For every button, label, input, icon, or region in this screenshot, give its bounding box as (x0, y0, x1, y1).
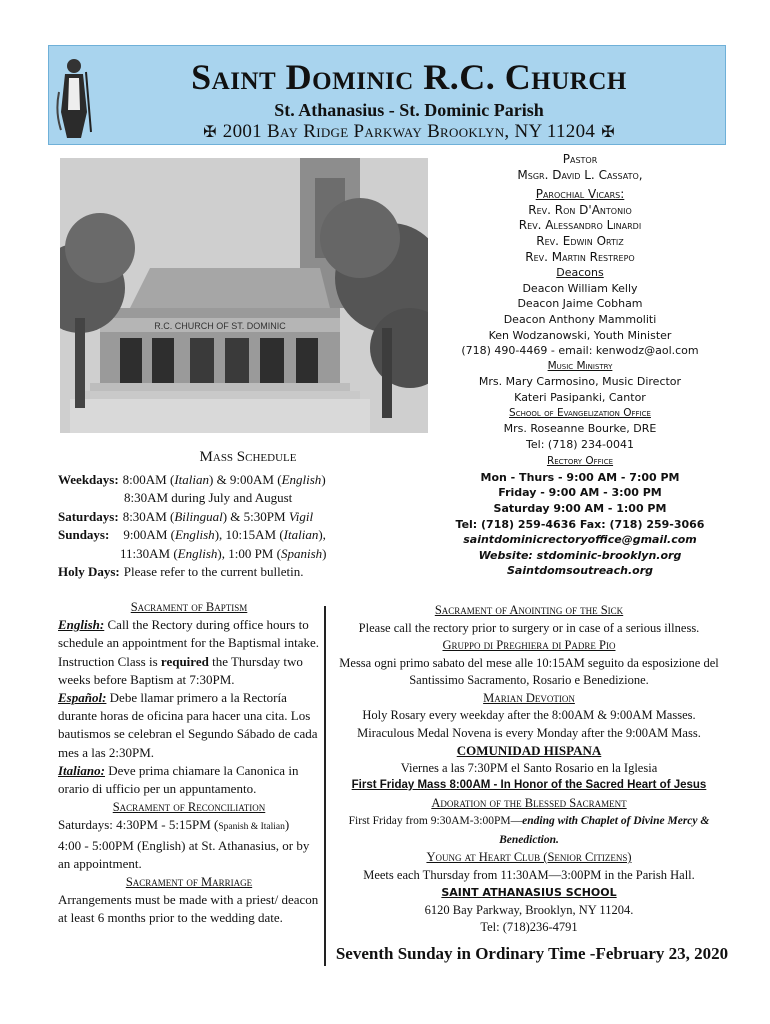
adoration-ending: ending with Chaplet of Divine Mercy & Benediction. (499, 815, 710, 846)
hispana-text: Viernes a las 7:30PM el Santo Rosario en la Iglesia (400, 760, 658, 775)
school-heading: SAINT ATHANASIUS SCHOOL (441, 886, 617, 899)
weekdays-row (58, 471, 378, 490)
maltese-cross-icon: ✠ (601, 124, 615, 141)
church-sign: R.C. CHURCH OF ST. DOMINIC (154, 321, 286, 331)
sundays-label: Sundays: (58, 527, 110, 542)
class-text: Instruction Class is (58, 653, 161, 669)
baptism-heading: Sacrament of Baptism (130, 600, 248, 614)
school-item: Mrs. Roseanne Bourke, DRE (503, 422, 657, 436)
mass-language: Italian (174, 471, 209, 487)
rectory-heading: Rectory Office (546, 455, 614, 468)
reconciliation-athanasius: 4:00 - 5:00PM (English) at St. Athanasius, or by an appointment. (58, 837, 310, 871)
mass-language: English (174, 527, 215, 542)
mass-time: ) & 5:30PM (222, 508, 289, 524)
mass-time: 11:30AM ( (120, 545, 178, 561)
school-item: Tel: (718) 234-0041 (526, 437, 634, 451)
parish-website[interactable]: Website: stdominic-brooklyn.org (478, 548, 682, 562)
address-text: 2001 Bay Ridge Parkway Brooklyn, NY 11204 (222, 121, 596, 142)
espanol-text: Debe llamar primero a la Rectoría durante horas de oficina para hacer una cita. Los bautismos se celebran el Segundo Sábado de cada mes a las 2:30PM. (58, 690, 318, 760)
reconciliation-heading: Sacrament of Reconciliation (112, 800, 266, 815)
mass-time: ) (321, 471, 326, 487)
baptism-italiano (58, 762, 320, 798)
deacons-heading: Deacons (556, 266, 604, 280)
mass-time: ), 1:00 PM ( (217, 545, 281, 561)
school-heading: School of Evangelization Office (509, 406, 651, 419)
marian-novena: Miraculous Medal Novena is every Monday after the 9:00AM Mass. (357, 725, 701, 740)
music-item: Kateri Pasipanki, Cantor (514, 390, 646, 404)
sundays-row-2 (58, 545, 378, 564)
deacon-item: Deacon Anthony Mammoliti (503, 312, 657, 326)
rectory-hours: Saturday 9:00 AM - 1:00 PM (493, 502, 667, 516)
padre-pio-text: Messa ogni primo sabato del mese alle 10:15AM seguito da esposizione del Santissimo Sacramento, Rosario e Benedizione. (339, 655, 719, 687)
baptism-espanol (58, 689, 320, 762)
rectory-email[interactable]: saintdominicrectoryoffice@gmail.com (463, 533, 697, 547)
mass-schedule-heading: Mass Schedule (199, 449, 297, 465)
school-tel: Tel: (718)236-4791 (480, 920, 578, 934)
hispana-heading: COMUNIDAD HISPANA (456, 743, 602, 758)
young-at-heart-text: Meets each Thursday from 11:30AM—3:00PM in the Parish Hall. (363, 867, 695, 882)
class-required: required (160, 653, 209, 669)
pastor-name: Msgr. David L. Cassato, (517, 167, 643, 182)
padre-pio-heading: Gruppo di Preghiera di Padre Pio (442, 638, 616, 652)
sundays-row (58, 526, 378, 545)
italiano-label: Italiano: (58, 762, 105, 778)
saturdays-row (58, 508, 378, 527)
mass-time: ), (318, 527, 326, 542)
liturgical-date: Seventh Sunday in Ordinary Time -February 23, 2020 (335, 944, 729, 963)
mass-schedule (58, 448, 378, 582)
espanol-label: Español: (58, 690, 107, 706)
deacon-item: Deacon Jaime Cobham (517, 297, 643, 311)
baptism-class (58, 653, 320, 689)
vicars-heading: Parochial Vicars: (535, 187, 625, 202)
rectory-hours: Friday - 9:00 AM - 3:00 PM (498, 486, 662, 500)
church-address (99, 121, 719, 143)
deacon-item: Deacon William Kelly (522, 281, 638, 295)
parish-name: St. Athanasius - St. Dominic Parish (274, 100, 544, 120)
maltese-cross-icon: ✠ (203, 124, 217, 141)
adoration-time: First Friday from 9:30AM-3:00PM— (348, 815, 523, 827)
mass-language: Vigil (288, 508, 314, 524)
adoration-heading: Adoration of the Blessed Sacrament (431, 795, 627, 810)
recon-text: Saturdays: 4:30PM - 5:15PM ( (58, 817, 219, 833)
vicar-item: Rev. Ron D'Antonio (528, 202, 632, 217)
church-title: Saint Dominic R.C. Church (191, 57, 627, 97)
mass-language: English (281, 471, 322, 487)
vicar-item: Rev. Edwin Ortiz (536, 233, 624, 248)
italiano-text: Deve prima chiamare la Canonica in orario di ufficio per un appuntamento. (58, 762, 299, 797)
adoration-text (334, 812, 724, 849)
mass-time: 9:00AM ( (123, 527, 175, 542)
saint-dominic-figure-icon (53, 52, 95, 140)
anointing-heading: Sacrament of Anointing of the Sick (434, 603, 624, 617)
devotions-right-column (334, 602, 724, 937)
anointing-text: Please call the rectory prior to surgery or in case of a serious illness. (358, 620, 700, 635)
weekdays-label: Weekdays: (58, 471, 119, 487)
mass-language: Italian (283, 527, 319, 542)
saturdays-label: Saturdays: (58, 508, 119, 524)
mass-time: ), 10:15AM ( (214, 527, 284, 542)
weekdays-summer: 8:30AM during July and August (124, 490, 293, 505)
outreach-website[interactable]: Saintdomsoutreach.org (507, 564, 653, 578)
holy-days-label: Holy Days: (58, 564, 120, 579)
mass-language: Spanish (280, 545, 323, 561)
english-label: English: (58, 617, 105, 633)
vicar-item: Rev. Alessandro Linardi (518, 218, 642, 233)
vicar-item: Rev. Martin Restrepo (525, 249, 635, 264)
first-friday-heading: First Friday Mass 8:00AM - In Honor of the Sacred Heart of Jesus (351, 779, 707, 791)
church-photo (60, 158, 428, 433)
mass-language: Bilingual (174, 508, 223, 524)
marian-rosary: Holy Rosary every weekday after the 8:00AM & 9:00AM Masses. (362, 708, 696, 722)
mass-time: ) & 9:00AM ( (208, 471, 282, 487)
marriage-heading: Sacrament of Marriage (125, 875, 253, 890)
recon-languages: Spanish & Italian (218, 822, 285, 833)
young-at-heart-heading: Young at Heart Club (Senior Citizens) (426, 850, 632, 864)
mass-language: English (177, 545, 218, 561)
marriage-text: Arrangements must be made with a priest/ deacon at least 6 months prior to the wedding date. (58, 892, 319, 926)
class-text: the Thursday two weeks before Baptism at 7:30PM. (58, 653, 303, 687)
holy-days-text: Please refer to the current bulletin. (123, 564, 304, 579)
english-text: Call the Rectory during office hours to schedule an appointment for the Baptismal intake. (58, 617, 320, 651)
music-item: Mrs. Mary Carmosino, Music Director (478, 375, 682, 389)
mass-time: ) (322, 545, 327, 561)
reconciliation-saturday (58, 816, 320, 836)
masthead (48, 45, 726, 145)
pastor-heading: Pastor (562, 152, 598, 166)
column-divider (324, 606, 326, 966)
baptism-english (58, 616, 320, 652)
school-address: 6120 Bay Parkway, Brooklyn, NY 11204. (424, 902, 634, 917)
mass-time: 8:30AM ( (122, 508, 175, 524)
sacraments-left-column (58, 598, 320, 928)
rectory-hours: Mon - Thurs - 9:00 AM - 7:00 PM (480, 470, 680, 484)
church-building-image (60, 158, 428, 433)
youth-minister: Ken Wodzanowski, Youth Minister (488, 328, 672, 342)
holy-days-row (58, 563, 378, 582)
staff-directory (430, 152, 730, 579)
rectory-phone: Tel: (718) 259-4636 Fax: (718) 259-3066 (455, 517, 705, 531)
youth-contact: (718) 490-4469 - email: kenwodz@aol.com (461, 344, 699, 358)
mass-time: 8:00AM ( (122, 471, 175, 487)
music-heading: Music Ministry (547, 359, 613, 372)
marian-heading: Marian Devotion (483, 690, 575, 705)
recon-text: ) (284, 817, 290, 833)
